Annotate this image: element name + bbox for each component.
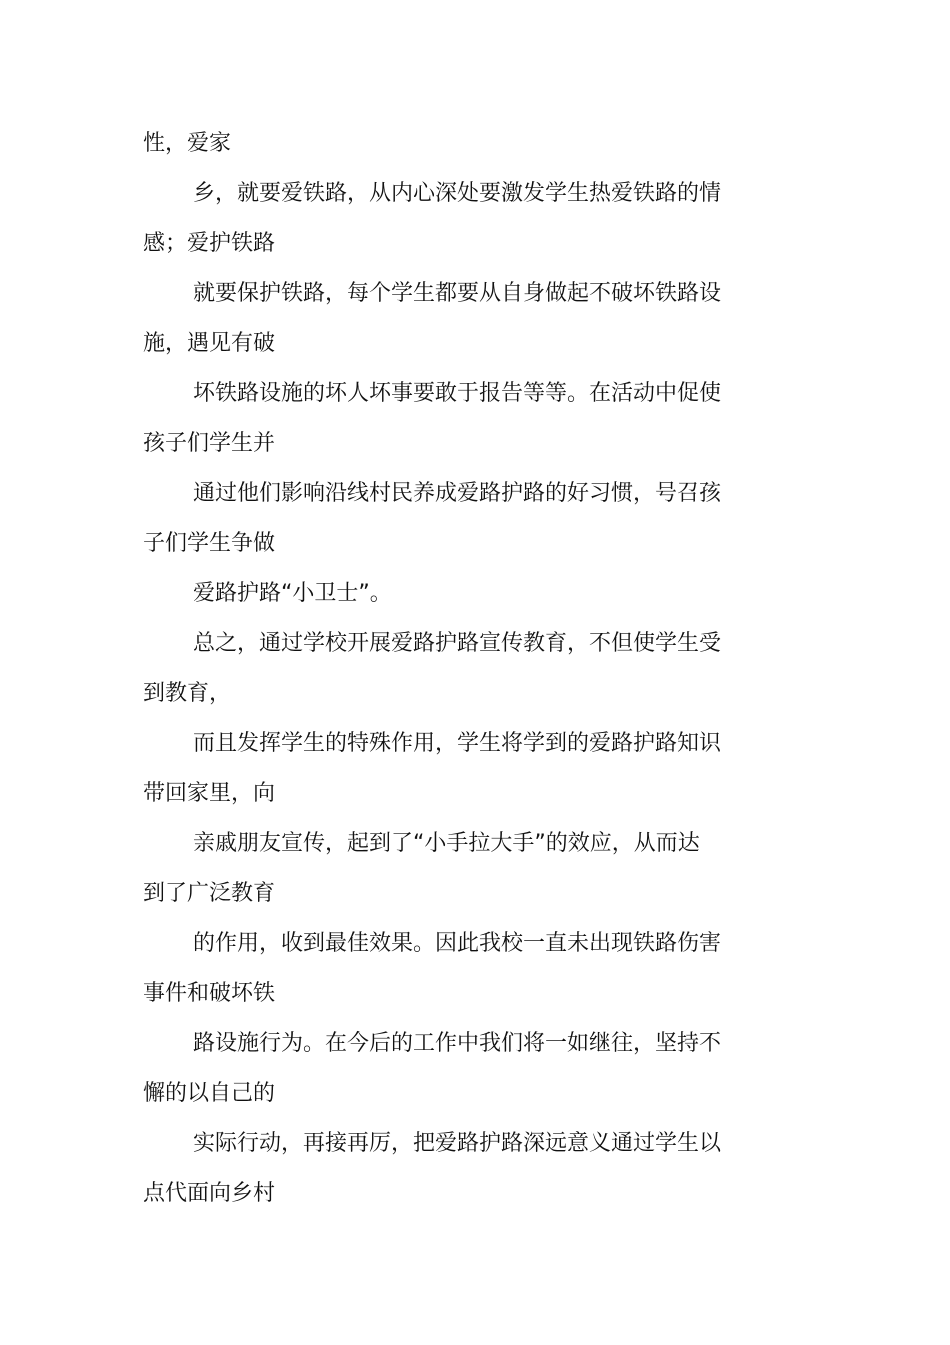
text-line: 孩子们学生并 (143, 431, 276, 456)
text-line: 而且发挥学生的特殊作用，学生将学到的爱路护路知识 (193, 731, 722, 756)
text-line: 坏铁路设施的坏人坏事要敢于报告等等。在活动中促使 (193, 381, 722, 406)
text-line: 的作用，收到最佳效果。因此我校一直未出现铁路伤害 (193, 931, 722, 956)
text-line: 到了广泛教育 (143, 881, 276, 906)
text-line: 点代面向乡村 (143, 1181, 276, 1206)
body-text (143, 119, 745, 1219)
text-line: 懈的以自己的 (143, 1081, 276, 1106)
text-line: 施，遇见有破 (143, 331, 276, 356)
text-line: 性，爱家 (143, 131, 232, 156)
text-line: 实际行动，再接再厉，把爱路护路深远意义通过学生以 (193, 1131, 722, 1156)
text-line: 乡，就要爱铁路，从内心深处要激发学生热爱铁路的情 (193, 181, 722, 206)
text-line: 通过他们影响沿线村民养成爱路护路的好习惯，号召孩 (193, 481, 722, 506)
text-line: 就要保护铁路，每个学生都要从自身做起不破坏铁路设 (193, 281, 722, 306)
text-line: 爱路护路“小卫士”。 (193, 581, 392, 606)
text-line: 亲戚朋友宣传，起到了“小手拉大手”的效应，从而达 (193, 831, 700, 856)
text-line: 子们学生争做 (143, 531, 276, 556)
text-line: 感；爱护铁路 (143, 231, 276, 256)
text-line: 到教育， (143, 681, 232, 706)
text-line: 总之，通过学校开展爱路护路宣传教育，不但使学生受 (193, 631, 722, 656)
text-line: 带回家里，向 (143, 781, 276, 806)
text-line: 事件和破坏铁 (143, 981, 276, 1006)
text-line: 路设施行为。在今后的工作中我们将一如继往，坚持不 (193, 1031, 722, 1056)
